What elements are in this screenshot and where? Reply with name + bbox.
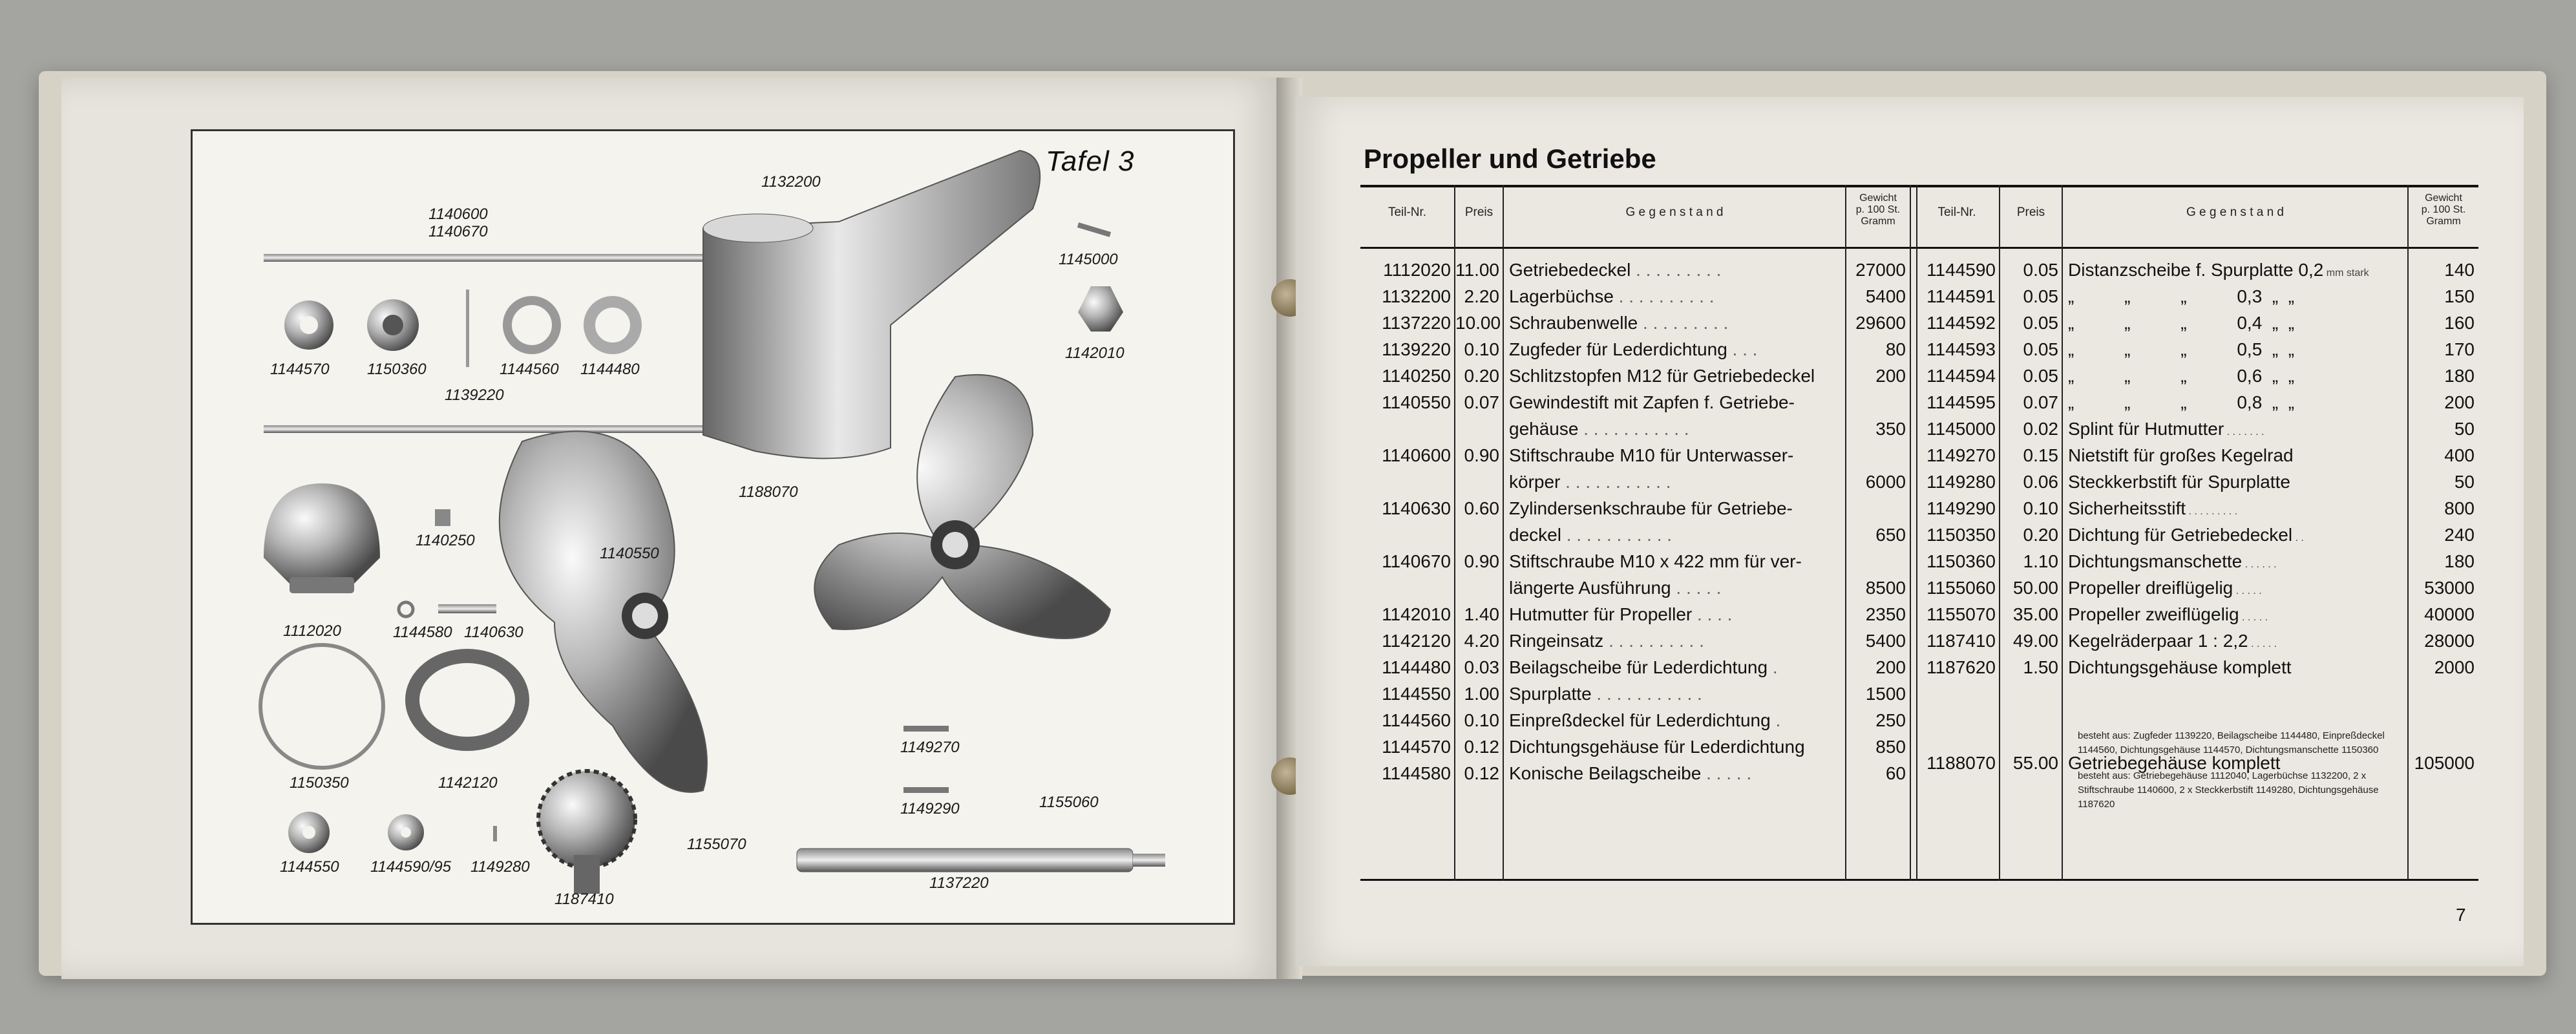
header-gegenstand: G e g e n s t a n d xyxy=(1625,206,1724,219)
item-text: Ringeinsatz xyxy=(1509,631,1604,651)
item-description xyxy=(1509,762,1842,785)
part-number: 1140670 xyxy=(1382,551,1451,571)
leader-dots: . . . . . . . . . . xyxy=(1613,286,1715,306)
item-text: Nietstift für großes Kegelrad xyxy=(2068,445,2294,465)
item-text: Propeller zweiflügelig xyxy=(2068,604,2239,624)
item-text: Sicherheitsstift xyxy=(2068,498,2186,518)
part-number: 1140630 xyxy=(1382,498,1451,518)
weight: 160 xyxy=(2444,313,2475,333)
column-line xyxy=(1503,185,1504,881)
leader-dots: . . . xyxy=(1727,339,1758,359)
header-gewicht-line: Gewicht xyxy=(2425,193,2462,204)
item-text: Dichtungsmanschette xyxy=(2068,551,2243,571)
weight: 2000 xyxy=(2434,657,2475,677)
item-description xyxy=(2068,576,2404,603)
cap-1144560 xyxy=(507,301,556,350)
item-text: Getriebedeckel xyxy=(1509,260,1631,280)
column-line xyxy=(2062,185,2063,881)
price: 0.12 xyxy=(1464,763,1499,783)
fig-label: 1145000 xyxy=(1059,251,1118,268)
leader-dots: . . . . . . . . . xyxy=(1631,260,1722,280)
price: 0.10 xyxy=(2023,498,2058,518)
item-note: . . . . . xyxy=(2233,586,2262,596)
item-description xyxy=(2068,258,2404,285)
weight: 6000 xyxy=(1865,472,1906,492)
housing-top xyxy=(703,214,813,242)
part-number: 1132200 xyxy=(1382,286,1451,306)
item-description xyxy=(1509,417,1842,441)
item-text: Dichtung für Getriebedeckel xyxy=(2068,525,2293,545)
item-text: gehäuse xyxy=(1509,419,1579,439)
item-description xyxy=(2068,364,2404,391)
price: 35.00 xyxy=(2012,604,2058,624)
weight: 180 xyxy=(2444,366,2475,386)
price: 0.15 xyxy=(2023,445,2058,465)
header-gewicht xyxy=(1846,193,1910,227)
weight: 140 xyxy=(2444,260,2475,280)
fig-label: 1132200 xyxy=(761,173,821,191)
spring-1139220 xyxy=(466,290,469,367)
part-number: 1149270 xyxy=(1927,445,1996,465)
part-number: 1137220 xyxy=(1382,313,1451,333)
weight: 105000 xyxy=(2414,753,2475,773)
header-gegenstand: G e g e n s t a n d xyxy=(2186,206,2285,219)
item-text: Propeller dreiflügelig xyxy=(2068,578,2233,598)
part-number: 1187410 xyxy=(1927,631,1996,651)
rivet-1149270 xyxy=(903,726,949,732)
item-description xyxy=(1509,682,1842,706)
item-note: . . . . . . . xyxy=(2224,427,2265,438)
weight: 350 xyxy=(1875,419,1906,439)
item-text: „ „ „ 0,8 „ „ xyxy=(2068,392,2295,412)
item-description xyxy=(1509,311,1842,335)
item-description xyxy=(2068,656,2404,682)
price: 0.07 xyxy=(1464,392,1499,412)
header-gewicht-line: Gramm xyxy=(1861,216,1895,227)
item-description xyxy=(2068,311,2404,338)
item-note: mm stark xyxy=(2323,268,2369,279)
weight: 50 xyxy=(2454,419,2475,439)
weight: 80 xyxy=(1885,339,1906,359)
price: 1.10 xyxy=(2023,551,2058,571)
fig-label: 1112020 xyxy=(283,622,341,640)
price: 4.20 xyxy=(1464,631,1499,651)
part-number: 1145000 xyxy=(1927,419,1996,439)
weight: 250 xyxy=(1875,710,1906,730)
part-number: 1188070 xyxy=(1927,753,1996,773)
fig-label: 1188070 xyxy=(739,483,798,501)
price: 0.20 xyxy=(2023,525,2058,545)
fig-label: 1142010 xyxy=(1065,344,1124,362)
item-text: Beilagscheibe für Lederdichtung xyxy=(1509,657,1768,677)
part-number: 1140600 xyxy=(1382,445,1451,465)
price: 0.90 xyxy=(1464,445,1499,465)
fig-label: 1140600 xyxy=(428,206,488,223)
item-text: „ „ „ 0,6 „ „ xyxy=(2068,366,2295,386)
price: 0.05 xyxy=(2023,313,2058,333)
header-teil-nr: Teil-Nr. xyxy=(1388,206,1427,219)
item-text: Zugfeder für Lederdichtung xyxy=(1509,339,1727,359)
price: 49.00 xyxy=(2012,631,2058,651)
fig-label: 1144480 xyxy=(580,361,640,378)
price: 55.00 xyxy=(2012,753,2058,773)
shaft-lower xyxy=(264,425,710,433)
price: 0.60 xyxy=(1464,498,1499,518)
price: 0.10 xyxy=(1464,710,1499,730)
fig-label: 1149290 xyxy=(900,800,960,818)
item-text: Splint für Hutmutter xyxy=(2068,419,2224,439)
weight: 200 xyxy=(1875,366,1906,386)
item-text: Stiftschraube M10 x 422 mm für ver- xyxy=(1509,551,1802,571)
price: 0.05 xyxy=(2023,366,2058,386)
weight: 40000 xyxy=(2424,604,2475,624)
fig-label: 1150350 xyxy=(290,774,349,792)
weight: 29600 xyxy=(1855,313,1906,333)
weight: 850 xyxy=(1875,737,1906,757)
weight: 27000 xyxy=(1855,260,1906,280)
part-number: 1187620 xyxy=(1927,657,1996,677)
pin-1149290 xyxy=(903,787,949,793)
item-description xyxy=(1509,444,1842,467)
pin-1149280 xyxy=(493,826,497,841)
price: 50.00 xyxy=(2012,578,2058,598)
part-number: 1142120 xyxy=(1382,631,1451,651)
weight: 650 xyxy=(1875,525,1906,545)
price: 0.07 xyxy=(2023,392,2058,412)
part-number: 1139220 xyxy=(1382,339,1451,359)
header-gewicht xyxy=(2409,193,2478,227)
fig-label: 1150360 xyxy=(367,361,427,378)
screw-1140630 xyxy=(438,604,496,613)
weight: 28000 xyxy=(2424,631,2475,651)
item-description xyxy=(2068,470,2404,497)
item-note: . . . . . . . . . xyxy=(2186,506,2238,517)
item-description xyxy=(2068,444,2404,470)
plug-1140250 xyxy=(435,509,450,526)
weight: 800 xyxy=(2444,498,2475,518)
part-number: 1142010 xyxy=(1382,604,1451,624)
item-text: Zylindersenkschraube für Getriebe- xyxy=(1509,498,1793,518)
weight: 400 xyxy=(2444,445,2475,465)
fig-label: 1144550 xyxy=(280,858,339,876)
part-number: 1112020 xyxy=(1383,260,1451,280)
leader-dots: . . . . . . . . . xyxy=(1638,313,1729,333)
item-description xyxy=(1509,285,1842,308)
header-gewicht-line: p. 100 St. xyxy=(1855,204,1901,215)
item-description xyxy=(2068,338,2404,364)
fig-label: 1155060 xyxy=(1039,794,1099,811)
header-preis: Preis xyxy=(2016,206,2045,219)
item-description xyxy=(1509,470,1842,494)
fig-label: 1139220 xyxy=(445,386,504,404)
header-teil-nr: Teil-Nr. xyxy=(1937,206,1976,219)
fig-label: 1149280 xyxy=(470,858,530,876)
item-description xyxy=(1509,709,1842,732)
washer-1144480 xyxy=(589,302,636,348)
weight: 53000 xyxy=(2424,578,2475,598)
weight: 180 xyxy=(2444,551,2475,571)
fig-label: 1137220 xyxy=(929,874,989,892)
leader-dots: . xyxy=(1770,710,1781,730)
weight: 8500 xyxy=(1865,578,1906,598)
part-number: 1150360 xyxy=(1927,551,1996,571)
item-text: „ „ „ 0,5 „ „ xyxy=(2068,339,2295,359)
page-number: 7 xyxy=(2456,905,2466,925)
price: 1.40 xyxy=(1464,604,1499,624)
assembly-note: besteht aus: Getriebegehäuse 1112040, Lagerbüchse 1132200, 2 x Stiftschraube 1140600, 2 x Steckkerbstift 1149280, Dichtungsgehäuse 1187620 xyxy=(2078,770,2379,810)
part-number: 1149290 xyxy=(1927,498,1996,518)
weight: 150 xyxy=(2444,286,2475,306)
part-number: 1144595 xyxy=(1927,392,1996,412)
weight: 5400 xyxy=(1865,286,1906,306)
washer-1144580 xyxy=(399,602,413,617)
price: 0.05 xyxy=(2023,339,2058,359)
price: 1.50 xyxy=(2023,657,2058,677)
weight: 5400 xyxy=(1865,631,1906,651)
header-preis: Preis xyxy=(1464,206,1494,219)
price: 0.12 xyxy=(1464,737,1499,757)
price: 0.05 xyxy=(2023,260,2058,280)
item-description xyxy=(2068,629,2404,656)
part-number: 1140250 xyxy=(1382,366,1451,386)
leader-dots: . . . . . . . . . . . xyxy=(1578,419,1689,439)
leader-dots: . . . . . . . . . . . xyxy=(1560,472,1671,492)
part-number: 1144590 xyxy=(1927,260,1996,280)
item-text: Dichtungsgehäuse für Lederdichtung xyxy=(1509,737,1805,757)
item-text: Einpreßdeckel für Lederdichtung xyxy=(1509,710,1771,730)
part-number: 1140550 xyxy=(1382,392,1451,412)
part-number: 1144580 xyxy=(1382,763,1451,783)
item-description xyxy=(1509,364,1842,388)
weight: 1500 xyxy=(1865,684,1906,704)
header-gewicht-line: p. 100 St. xyxy=(2421,204,2466,215)
part-number: 1155070 xyxy=(1927,604,1996,624)
split-pin xyxy=(1078,225,1110,235)
leader-dots: . . . . . . . . . . . xyxy=(1561,525,1673,545)
item-description xyxy=(1509,735,1842,759)
weight: 60 xyxy=(1885,763,1906,783)
page-title: Propeller und Getriebe xyxy=(1364,143,1656,174)
item-description xyxy=(2068,391,2404,417)
item-description xyxy=(1509,258,1842,282)
weight: 2350 xyxy=(1865,604,1906,624)
item-description xyxy=(1509,629,1842,653)
item-text: Lagerbüchse xyxy=(1509,286,1614,306)
price: 0.20 xyxy=(1464,366,1499,386)
part-number: 1144550 xyxy=(1382,684,1451,704)
item-note: . . . . . xyxy=(2239,612,2268,623)
item-text: „ „ „ 0,4 „ „ xyxy=(2068,313,2295,333)
item-text: körper xyxy=(1509,472,1561,492)
gasket-1150350 xyxy=(260,645,383,768)
table-bottom-rule xyxy=(1360,879,2478,881)
leader-dots: . . . . . xyxy=(1671,578,1722,598)
prop-shaft-1137220 xyxy=(797,849,1133,872)
item-description xyxy=(1509,338,1842,361)
leader-dots: . . . . . . . . . . xyxy=(1603,631,1704,651)
item-text: Getriebegehäuse komplett xyxy=(2068,753,2281,773)
fig-label: 1140670 xyxy=(428,223,488,240)
part-number: 1144570 xyxy=(1382,737,1451,757)
item-text: längerte Ausführung xyxy=(1509,578,1671,598)
price: 0.10 xyxy=(1464,339,1499,359)
price: 0.90 xyxy=(1464,551,1499,571)
item-description xyxy=(2068,523,2404,550)
item-text: Hutmutter für Propeller xyxy=(1509,604,1693,624)
fig-label: 1142120 xyxy=(438,774,498,792)
leader-dots: . . . . xyxy=(1692,604,1733,624)
item-note: . . xyxy=(2292,533,2304,543)
fig-label: 1144570 xyxy=(270,361,330,378)
part-number: 1150350 xyxy=(1927,525,1996,545)
item-text: deckel xyxy=(1509,525,1561,545)
price: 2.20 xyxy=(1464,286,1499,306)
item-text: Schlitzstopfen M12 für Getriebedeckel xyxy=(1509,366,1815,386)
price: 0.06 xyxy=(2023,472,2058,492)
part-number: 1144591 xyxy=(1927,286,1996,306)
header-gewicht-line: Gramm xyxy=(2426,216,2461,227)
fig-label: 1140250 xyxy=(416,532,475,549)
fig-label: 1144590/95 xyxy=(370,858,452,876)
weight: 200 xyxy=(1875,657,1906,677)
item-description xyxy=(1509,497,1842,520)
item-description xyxy=(2068,285,2404,311)
leader-dots: . xyxy=(1768,657,1778,677)
item-text: Konische Beilagscheibe xyxy=(1509,763,1702,783)
item-description xyxy=(1509,576,1842,600)
item-note: . . . . . xyxy=(2248,638,2277,649)
cap-nut xyxy=(1078,286,1123,332)
item-description xyxy=(2068,550,2404,576)
price: 10.00 xyxy=(1455,313,1501,333)
dome-cap-1112020 xyxy=(264,483,380,584)
price: 0.02 xyxy=(2023,419,2058,439)
fig-label: 1140630 xyxy=(464,624,523,641)
fig-label: 1149270 xyxy=(900,739,960,756)
part-number: 1149280 xyxy=(1927,472,1996,492)
price: 0.03 xyxy=(1464,657,1499,677)
plate-title: Tafel 3 xyxy=(1046,145,1135,177)
weight: 50 xyxy=(2454,472,2475,492)
item-text: Spurplatte xyxy=(1509,684,1592,704)
item-text: Gewindestift mit Zapfen f. Getriebe- xyxy=(1509,392,1795,412)
header-rule xyxy=(1360,247,2478,249)
leader-dots: . . . . . . . . . . . xyxy=(1591,684,1702,704)
leader-dots: . . . . . xyxy=(1701,763,1752,783)
item-description xyxy=(1509,523,1842,547)
item-description xyxy=(2068,497,2404,523)
price: 0.05 xyxy=(2023,286,2058,306)
ring-1142120 xyxy=(412,656,522,744)
part-number: 1144594 xyxy=(1927,366,1996,386)
item-text: Steckkerbstift für Spurplatte xyxy=(2068,472,2290,492)
item-description xyxy=(1509,603,1842,626)
part-number: 1144593 xyxy=(1927,339,1996,359)
part-number: 1155060 xyxy=(1927,578,1996,598)
item-text: Dichtungsgehäuse komplett xyxy=(2068,657,2292,677)
item-description xyxy=(1509,391,1842,414)
price: 1.00 xyxy=(1464,684,1499,704)
weight: 240 xyxy=(2444,525,2475,545)
item-note: . . . . . . xyxy=(2242,559,2277,570)
item-text: Stiftschraube M10 für Unterwasser- xyxy=(1509,445,1794,465)
fig-label: 1155070 xyxy=(687,836,746,853)
item-text: Schraubenwelle xyxy=(1509,313,1638,333)
price: 11.00 xyxy=(1455,260,1499,280)
item-text: Kegelräderpaar 1 : 2,2 xyxy=(2068,631,2248,651)
table-top-rule xyxy=(1360,185,2478,187)
header-gewicht-line: Gewicht xyxy=(1859,193,1897,204)
part-number: 1144480 xyxy=(1382,657,1451,677)
shaft-upper xyxy=(264,254,710,262)
part-number: 1144592 xyxy=(1927,313,1996,333)
weight: 170 xyxy=(2444,339,2475,359)
fig-label: 1187410 xyxy=(554,891,614,908)
fig-label: 1140550 xyxy=(600,545,659,562)
item-description xyxy=(2068,603,2404,629)
fig-label: 1144580 xyxy=(393,624,452,641)
item-description xyxy=(2068,417,2404,444)
weight: 200 xyxy=(2444,392,2475,412)
assembly-note: besteht aus: Zugfeder 1139220, Beilagscheibe 1144480, Einpreßdeckel 1144560, Dichtungsgehäuse 1144570, Dichtungsmanschette 1150360 xyxy=(2078,730,2385,755)
propeller-two-blade xyxy=(500,431,707,792)
parts-plate xyxy=(191,129,1235,925)
item-text: „ „ „ 0,3 „ „ xyxy=(2068,286,2295,306)
part-number: 1144560 xyxy=(1382,710,1451,730)
item-text: Distanzscheibe f. Spurplatte 0,2 xyxy=(2068,260,2324,280)
item-description xyxy=(1509,656,1842,679)
item-description xyxy=(1509,550,1842,573)
fig-label: 1144560 xyxy=(500,361,559,378)
bevel-gear-1187410 xyxy=(538,771,635,868)
